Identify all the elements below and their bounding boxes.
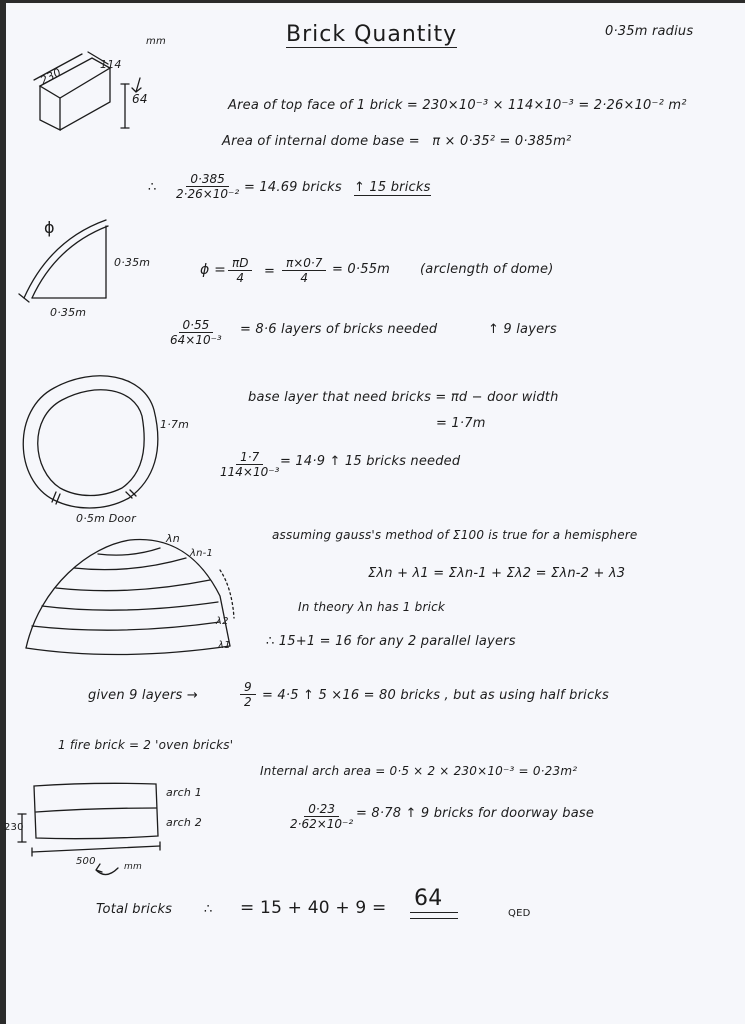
- arch-1-label: arch 1: [166, 786, 202, 799]
- gauss-assumption: assuming gauss's method of Σ100 is true for a hemisphere: [272, 528, 638, 542]
- fraction-denominator: 114×10⁻³: [220, 465, 280, 479]
- arc-sketch-icon: [10, 210, 120, 305]
- qed-label: QED: [508, 908, 531, 919]
- base-layer-result: = 14·9 ↑ 15 bricks needed: [280, 454, 461, 469]
- fraction-numerator: 9: [240, 680, 256, 695]
- arch-area-fraction: [288, 802, 355, 831]
- arch-height-label: 230: [4, 822, 24, 833]
- total-label: Total bricks: [96, 902, 173, 917]
- base-layer-fraction: [218, 450, 281, 479]
- brick-width-label: 114: [100, 58, 122, 71]
- arc-fraction-2: [282, 256, 326, 285]
- gauss-equation: Σλn + λ1 = Σλn-1 + Σλ2 = Σλn-2 + λ3: [368, 566, 626, 581]
- bricks-base-result: = 14.69 bricks: [244, 180, 342, 195]
- layers-result: = 8·6 layers of bricks needed: [240, 322, 438, 337]
- area-brick-text: Area of top face of 1 brick =: [228, 98, 419, 113]
- fraction-denominator: 2·62×10⁻²: [290, 817, 354, 831]
- total-answer: 64: [414, 886, 443, 911]
- dome-label-l1: λ1: [218, 640, 231, 651]
- gauss-theory: In theory λn has 1 brick: [298, 600, 446, 614]
- fraction-denominator: 2: [244, 695, 252, 709]
- dome-label-ln-1: λn-1: [190, 548, 214, 559]
- fraction-numerator: π×0·7: [282, 256, 326, 271]
- fraction-denominator: 64×10⁻³: [170, 333, 222, 347]
- area-base-label: [222, 134, 571, 149]
- gauss-pair: ∴ 15+1 = 16 for any 2 parallel layers: [266, 634, 516, 649]
- fraction-numerator: 0·55: [179, 318, 214, 333]
- arch-2-label: arch 2: [166, 816, 202, 829]
- arc-length-lhs: ϕ =: [200, 262, 227, 278]
- arc-base-label: 0·35m: [50, 306, 87, 319]
- page-title: Brick Quantity: [286, 22, 458, 47]
- unit-label: mm: [146, 36, 166, 47]
- total-expression: = 15 + 40 + 9 =: [240, 898, 387, 918]
- area-base-text: Area of internal dome base =: [222, 134, 420, 149]
- layers-fraction: [168, 318, 224, 347]
- bricks-base-fraction: [174, 172, 241, 201]
- arch-area-line: Internal arch area = 0·5 × 2 × 230×10⁻³ = 0·23m²: [260, 764, 578, 778]
- brick-height-label: 64: [132, 92, 148, 106]
- equals-sign: =: [264, 264, 276, 279]
- base-layer-line1: base layer that need bricks = πd − door width: [248, 390, 559, 405]
- area-brick-label: [228, 98, 687, 113]
- answer-double-underline: [410, 912, 458, 919]
- area-brick-expr: 230×10⁻³ × 114×10⁻³: [422, 98, 574, 113]
- therefore-symbol: ∴: [148, 180, 157, 195]
- layers-total-prefix: given 9 layers →: [88, 688, 198, 703]
- layers-total-fraction: [240, 680, 256, 709]
- door-label: 0·5m Door: [76, 512, 136, 525]
- brick-length-label: 230: [38, 65, 64, 88]
- total-therefore: ∴: [204, 902, 213, 917]
- dome-base-ring-icon: [14, 370, 164, 510]
- layers-total-rest: = 4·5 ↑ 5 ×16 = 80 bricks , but as using half bricks: [262, 688, 610, 703]
- radius-note: 0·35m radius: [605, 24, 694, 39]
- ring-circumference-label: 1·7m: [160, 418, 190, 431]
- fraction-denominator: 4: [236, 271, 245, 285]
- arch-unit-label: mm: [124, 862, 142, 872]
- arch-area-result: = 8·78 ↑ 9 bricks for doorway base: [356, 806, 595, 821]
- base-layer-line2: = 1·7m: [436, 416, 486, 431]
- phi-label: ϕ: [44, 218, 55, 237]
- arc-fraction-1: [228, 256, 252, 285]
- arc-length-result: = 0·55m: [332, 262, 391, 277]
- arc-height-label: 0·35m: [114, 256, 151, 269]
- fraction-numerator: 1·7: [236, 450, 263, 465]
- fraction-numerator: πD: [228, 256, 252, 271]
- dome-label-l2: λ2: [216, 616, 229, 627]
- fraction-denominator: 2·26×10⁻²: [176, 187, 240, 201]
- bricks-base-rounded: ↑ 15 bricks: [354, 180, 431, 195]
- arch-width-label: 500: [76, 856, 96, 867]
- fraction-denominator: 4: [300, 271, 308, 285]
- fire-brick-note: 1 fire brick = 2 'oven bricks': [58, 738, 234, 752]
- fraction-numerator: 0·385: [186, 172, 228, 187]
- fraction-numerator: 0·23: [304, 802, 339, 817]
- area-brick-result: = 2·26×10⁻² m²: [578, 98, 687, 113]
- area-base-result: = 0·385m²: [499, 134, 572, 149]
- layers-rounded: ↑ 9 layers: [488, 322, 557, 337]
- arc-length-note: (arclength of dome): [420, 262, 554, 277]
- area-base-expr: π × 0·35²: [432, 134, 496, 149]
- scan-edge-top: [0, 0, 745, 3]
- dome-label-ln: λn: [166, 532, 180, 545]
